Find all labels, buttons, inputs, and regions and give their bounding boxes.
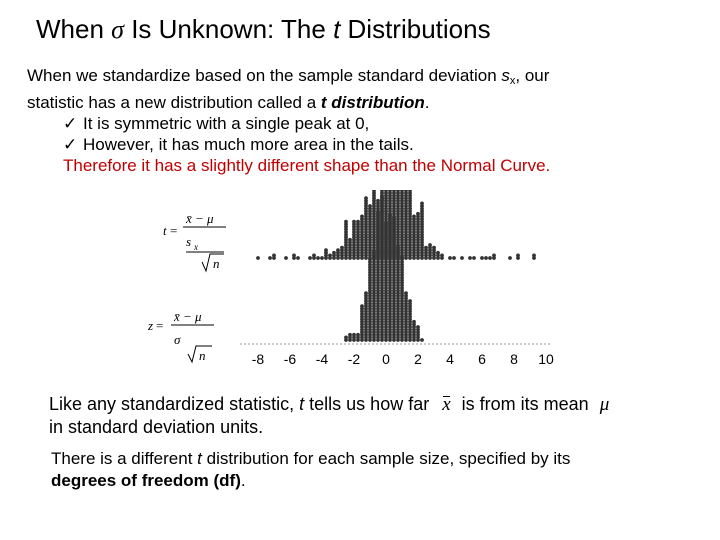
- dot: [516, 254, 520, 258]
- dot: [400, 255, 404, 259]
- dot: [356, 220, 360, 224]
- dot: [308, 256, 312, 260]
- dot: [328, 254, 332, 258]
- check-item: ✓ It is symmetric with a single peak at 0,: [63, 114, 370, 133]
- dot: [480, 256, 484, 260]
- dot: [352, 333, 356, 337]
- dot: [420, 338, 424, 342]
- check-item: ✓ However, it has much more area in the tails.: [63, 135, 414, 154]
- svg-text:n: n: [199, 348, 206, 363]
- dot: [420, 202, 424, 206]
- t-formula: [163, 211, 226, 271]
- dot: [344, 220, 348, 224]
- dot: [332, 251, 336, 255]
- dot: [368, 258, 372, 262]
- dot: [424, 246, 428, 250]
- dot: [296, 256, 300, 260]
- svg-text:x: x: [194, 242, 198, 252]
- dot: [364, 291, 368, 295]
- dot: [360, 215, 364, 219]
- dot: [416, 212, 420, 216]
- dot: [388, 213, 392, 217]
- dot: [312, 254, 316, 258]
- dot: [356, 333, 360, 337]
- dot: [376, 199, 380, 203]
- caption-df: There is a different t distribution for each sample size, specified by its degrees of freedom (df).: [51, 449, 571, 490]
- dot: [404, 291, 408, 295]
- dot: [432, 246, 436, 250]
- dot: [320, 256, 324, 260]
- dot: [472, 256, 476, 260]
- axis-tick-label: -6: [283, 351, 297, 367]
- dot: [284, 256, 288, 260]
- dot: [364, 196, 368, 200]
- svg-text:σ: σ: [174, 332, 181, 347]
- checkmark-icon: ✓: [63, 114, 78, 133]
- t-distribution-dotplot: [256, 190, 536, 260]
- dot: [408, 299, 412, 303]
- axis-tick-label: 0: [382, 351, 390, 367]
- dot: [396, 245, 400, 249]
- dot: [372, 250, 376, 254]
- dot: [268, 256, 272, 260]
- dot: [488, 256, 492, 260]
- svg-text:x̄ − μ: x̄ − μ: [174, 309, 202, 324]
- svg-text:x̄ − μ: x̄ − μ: [186, 211, 214, 226]
- svg-text:=: =: [170, 223, 178, 238]
- intro-text: When we standardize based on the sample standard deviation $s_x$, our statistic has a new distribution called a t distribution. ✓ It is symmetric with a single peak at 0, ✓ However, it has much more area in the tails. Therefore it has a slightly different shape than the Normal Curve.: [27, 65, 707, 176]
- axis-tick-label: -2: [347, 351, 361, 367]
- dot: [452, 256, 456, 260]
- dot: [460, 256, 464, 260]
- axis-tick-label: -4: [315, 351, 329, 367]
- caption-standardized: Like any standardized statistic, t tells us how far x is from its mean μ in standard deviation units.: [49, 394, 610, 437]
- dot: [352, 220, 356, 224]
- axis-tick-label: 10: [538, 351, 554, 367]
- xbar-symbol: x: [442, 394, 451, 415]
- dot: [360, 304, 364, 308]
- slide-title: When σ Is Unknown: The t Distributions: [36, 14, 491, 44]
- svg-text:t: t: [163, 223, 167, 238]
- dot: [380, 195, 384, 199]
- dot: [412, 320, 416, 324]
- normal-distribution-dotplot: [344, 195, 424, 342]
- dot: [344, 336, 348, 340]
- dot: [316, 256, 320, 260]
- axis-tick-label: 2: [414, 351, 422, 367]
- dot: [324, 248, 328, 252]
- axis-tick-label: 6: [478, 351, 486, 367]
- dot: [348, 333, 352, 337]
- dot: [412, 215, 416, 219]
- dot: [508, 256, 512, 260]
- dot: [436, 251, 440, 255]
- dot: [368, 204, 372, 208]
- dot: [392, 216, 396, 220]
- dot: [416, 325, 420, 329]
- svg-text:z: z: [148, 318, 154, 333]
- axis-tick-label: 8: [510, 351, 518, 367]
- red-note: Therefore it has a slightly different shape than the Normal Curve.: [63, 156, 551, 175]
- svg-text:=: =: [156, 318, 164, 333]
- axis-ticks: [252, 351, 554, 367]
- dot: [384, 221, 388, 225]
- distribution-figure: [140, 190, 580, 375]
- axis-tick-label: -8: [251, 351, 265, 367]
- axis-tick-label: 4: [446, 351, 454, 367]
- svg-text:n: n: [213, 256, 220, 271]
- dot: [492, 254, 496, 258]
- dot: [376, 211, 380, 215]
- dot: [336, 248, 340, 252]
- dot: [256, 256, 260, 260]
- dot: [468, 256, 472, 260]
- svg-text:s: s: [186, 234, 192, 249]
- dot: [292, 254, 296, 258]
- dot: [428, 243, 432, 247]
- dot: [532, 254, 536, 258]
- dot: [484, 256, 488, 260]
- dot: [340, 246, 344, 250]
- dot: [440, 254, 444, 258]
- checkmark-icon: ✓: [63, 135, 78, 154]
- dot: [348, 238, 352, 242]
- dot: [272, 254, 276, 258]
- dot: [448, 256, 452, 260]
- z-formula: [147, 309, 214, 363]
